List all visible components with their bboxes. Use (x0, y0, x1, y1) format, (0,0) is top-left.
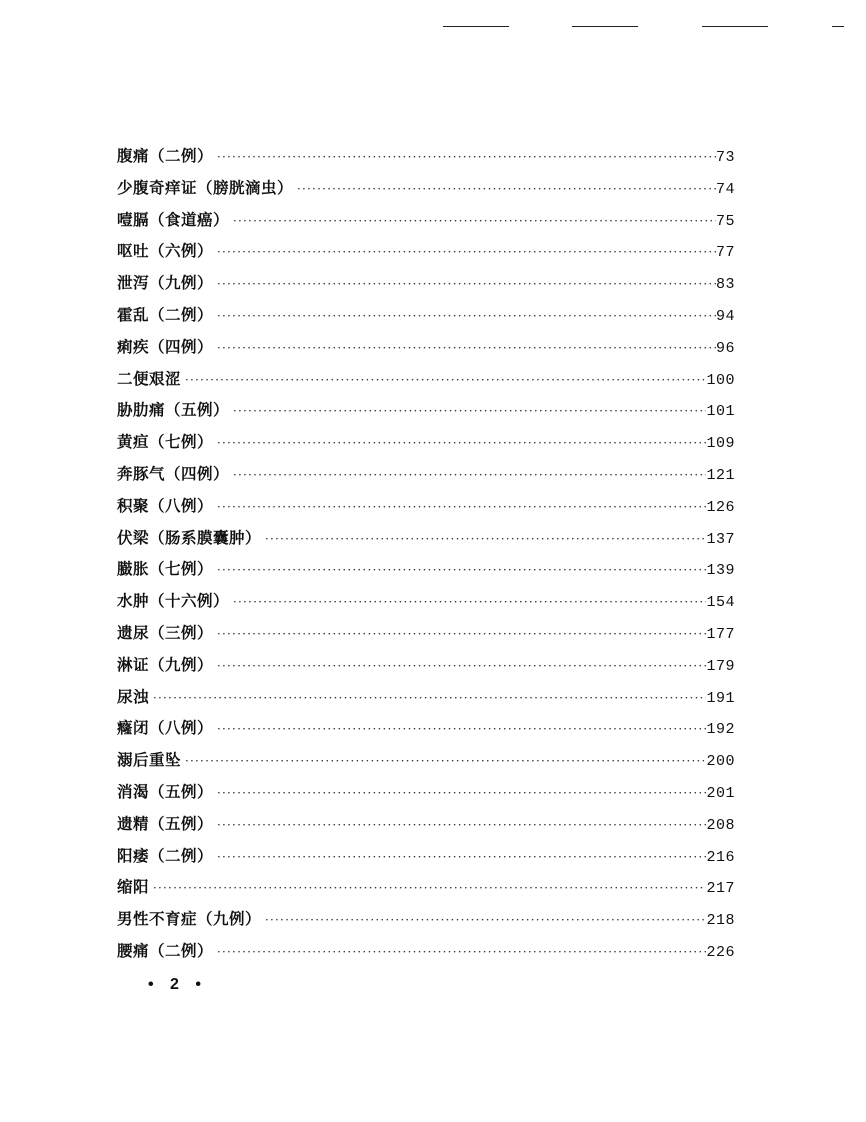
dot-leader (213, 810, 706, 842)
dot-leader (229, 587, 706, 619)
toc-entry-page: 83 (715, 276, 735, 294)
toc-entry-page: 126 (706, 498, 735, 516)
toc-entry-title: 淋证（九例） (117, 654, 214, 674)
toc-entry-page: 218 (706, 912, 735, 930)
toc-entry-page: 96 (715, 339, 735, 357)
toc-entry-page: 109 (706, 435, 735, 453)
toc-entry (117, 331, 735, 363)
toc-entry (117, 204, 735, 236)
toc-entry-title: 缩阳 (117, 877, 150, 897)
dot-leader (213, 714, 706, 746)
toc-entry (117, 363, 735, 395)
dot-leader (229, 396, 706, 428)
toc-entry-title: 遗精（五例） (117, 813, 214, 833)
toc-entry (117, 458, 735, 490)
dot-leader (229, 206, 716, 238)
toc-entry (117, 553, 735, 585)
toc-entry-page: 192 (706, 721, 735, 739)
dot-leader (149, 683, 706, 715)
dot-leader (229, 460, 706, 492)
dot-leader (213, 842, 706, 874)
toc-entry (117, 840, 735, 872)
toc-entry (117, 490, 735, 522)
toc-entry-page: 75 (715, 212, 735, 230)
toc-entry-title: 尿浊 (117, 686, 150, 706)
table-of-contents (117, 140, 735, 967)
header-rule (443, 26, 509, 27)
toc-entry-page: 100 (706, 371, 735, 389)
toc-entry-title: 溺后重坠 (117, 750, 182, 770)
dot-leader (181, 746, 706, 778)
dot-leader (213, 492, 706, 524)
toc-entry-page: 154 (706, 594, 735, 612)
toc-entry-page: 177 (706, 625, 735, 643)
toc-entry (117, 172, 735, 204)
toc-entry-page: 216 (706, 848, 735, 866)
dot-leader (213, 237, 716, 269)
toc-entry-page: 191 (706, 689, 735, 707)
toc-entry-title: 男性不育症（九例） (117, 909, 262, 929)
toc-entry-title: 腰痛（二例） (117, 940, 214, 960)
toc-entry-page: 137 (706, 530, 735, 548)
dot-leader (261, 524, 706, 556)
toc-entry-page: 179 (706, 657, 735, 675)
toc-entry-page: 101 (706, 403, 735, 421)
toc-entry-title: 消渴（五例） (117, 781, 214, 801)
dot-leader (213, 301, 716, 333)
toc-entry (117, 935, 735, 967)
toc-entry-title: 胁肋痛（五例） (117, 400, 230, 420)
toc-entry-page: 94 (715, 307, 735, 325)
toc-entry-page: 139 (706, 562, 735, 580)
toc-entry-title: 水肿（十六例） (117, 591, 230, 611)
toc-entry-page: 200 (706, 753, 735, 771)
dot-leader (213, 269, 716, 301)
toc-entry (117, 299, 735, 331)
dot-leader (213, 333, 716, 365)
toc-entry-page: 226 (706, 943, 735, 961)
dot-leader (213, 428, 706, 460)
page-number: • 2 • (148, 976, 207, 993)
header-rule (572, 26, 638, 27)
toc-entry-title: 奔豚气（四例） (117, 463, 230, 483)
toc-entry-title: 霍乱（二例） (117, 304, 214, 324)
toc-entry-page: 74 (715, 180, 735, 198)
toc-entry-title: 少腹奇痒证（膀胱滴虫） (117, 177, 294, 197)
dot-leader (213, 619, 706, 651)
toc-entry-title: 腹痛（二例） (117, 146, 214, 165)
toc-entry-title: 噎膈（食道癌） (117, 209, 230, 229)
dot-leader (293, 174, 716, 206)
toc-entry (117, 585, 735, 617)
toc-entry (117, 681, 735, 713)
header-rule (702, 26, 768, 27)
toc-entry (117, 903, 735, 935)
dot-leader (261, 905, 706, 937)
toc-entry-title: 痢疾（四例） (117, 336, 214, 356)
toc-entry-title: 二便艰涩 (117, 368, 182, 388)
toc-entry-title: 阳痿（二例） (117, 845, 214, 865)
toc-entry-page: 217 (706, 880, 735, 898)
toc-entry (117, 744, 735, 776)
dot-leader (213, 651, 706, 683)
toc-entry (117, 712, 735, 744)
toc-entry-page: 77 (715, 244, 735, 262)
toc-entry (117, 871, 735, 903)
toc-entry-title: 癃闭（八例） (117, 718, 214, 738)
toc-entry (117, 649, 735, 681)
dot-leader (181, 365, 706, 397)
toc-entry (117, 267, 735, 299)
toc-entry-title: 遗尿（三例） (117, 622, 214, 642)
toc-entry (117, 776, 735, 808)
toc-entry-title: 泄泻（九例） (117, 273, 214, 293)
toc-entry (117, 140, 735, 172)
toc-entry (117, 808, 735, 840)
toc-entry (117, 235, 735, 267)
dot-leader (213, 142, 716, 174)
toc-entry-title: 伏梁（肠系膜囊肿） (117, 527, 262, 547)
toc-entry (117, 522, 735, 554)
dot-leader (149, 873, 706, 905)
toc-entry-title: 积聚（八例） (117, 495, 214, 515)
toc-entry (117, 426, 735, 458)
dot-leader (213, 555, 706, 587)
toc-entry-page: 121 (706, 466, 735, 484)
toc-entry-page: 208 (706, 816, 735, 834)
dot-leader (213, 778, 706, 810)
header-rule (832, 26, 844, 27)
toc-entry-page: 201 (706, 784, 735, 802)
toc-entry (117, 617, 735, 649)
toc-entry-title: 黄疸（七例） (117, 432, 214, 452)
toc-entry-page: 73 (715, 149, 735, 166)
dot-leader (213, 937, 706, 969)
toc-entry-title: 呕吐（六例） (117, 241, 214, 261)
toc-entry (117, 394, 735, 426)
toc-entry-title: 臌胀（七例） (117, 559, 214, 579)
